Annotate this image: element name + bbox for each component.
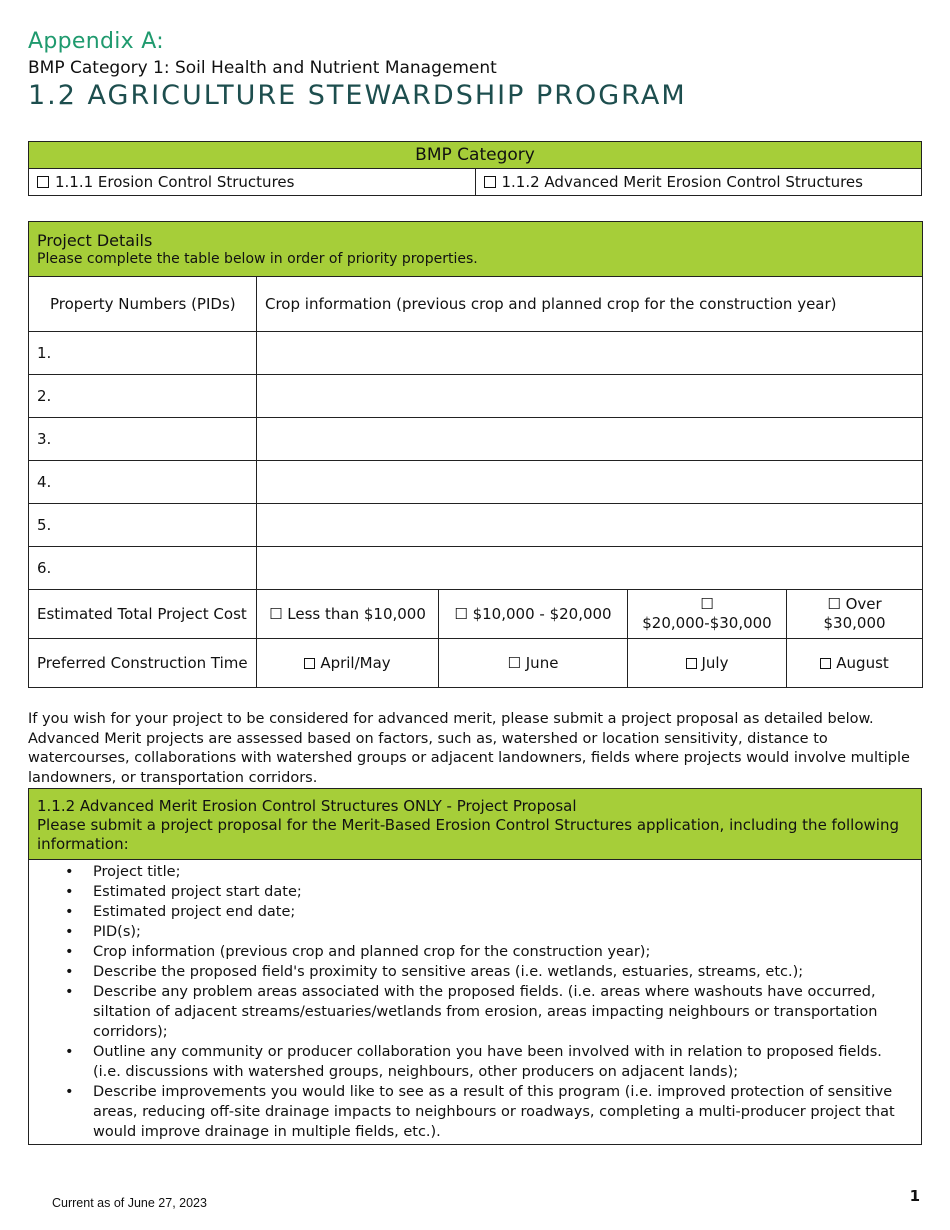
checkbox-icon[interactable] (37, 176, 49, 188)
bullet-icon: • (65, 984, 74, 1000)
cost-option-under-10k[interactable]: ☐ Less than $10,000 (257, 590, 439, 639)
time-label: Preferred Construction Time (29, 639, 257, 688)
checkbox-icon[interactable] (820, 658, 831, 669)
time-option-april-may[interactable] (257, 639, 439, 688)
project-details-table (28, 221, 923, 688)
pid-row-6-label: 6. (29, 547, 257, 590)
bmp-option-2-label: 1.1.2 Advanced Merit Erosion Control Structures (501, 173, 863, 191)
proposal-list-item (65, 862, 913, 882)
proposal-list (37, 862, 913, 1142)
proposal-list-item (65, 1082, 913, 1142)
proposal-list-item-text: Crop information (previous crop and planned crop for the construction year); (93, 944, 651, 960)
checkbox-icon[interactable] (304, 658, 315, 669)
bullet-icon: • (65, 964, 74, 980)
cost-label: Estimated Total Project Cost (29, 590, 257, 639)
pid-row-2-label: 2. (29, 375, 257, 418)
checkbox-icon[interactable] (484, 176, 496, 188)
proposal-list-item-text: Describe the proposed field's proximity to sensitive areas (i.e. wetlands, estuaries, streams, etc.); (93, 964, 804, 980)
pid-row-3-label: 3. (29, 418, 257, 461)
proposal-list-item (65, 942, 913, 962)
project-details-heading: Project Details (37, 230, 153, 250)
page-header (28, 28, 687, 113)
proposal-list-item (65, 962, 913, 982)
project-details-header (29, 222, 923, 277)
proposal-items-cell (29, 860, 922, 1145)
bmp-category-table (28, 141, 922, 196)
proposal-list-item (65, 882, 913, 902)
category-subtitle: BMP Category 1: Soil Health and Nutrient Management (28, 58, 497, 78)
proposal-list-item-text: Describe improvements you would like to see as a result of this program (i.e. improved protection of sensitive areas, reducing off-site drainage impacts to neighbours or roadways, completing a multi-producer project that would improve drainage in multiple fields, etc.). (93, 1084, 895, 1140)
time-option-july-label: July (701, 653, 729, 672)
project-details-instruction: Please complete the table below in order of priority properties. (37, 250, 478, 267)
checkbox-icon[interactable] (686, 658, 697, 669)
crop-row-1-input[interactable] (257, 332, 923, 375)
proposal-instruction: Please submit a project proposal for the Merit-Based Erosion Control Structures application, including the following information: (37, 815, 899, 853)
bullet-icon: • (65, 924, 74, 940)
bullet-icon: • (65, 944, 74, 960)
pid-row-5-label: 5. (29, 504, 257, 547)
page-number: 1 (909, 1187, 920, 1205)
proposal-list-item (65, 902, 913, 922)
time-option-august[interactable] (787, 639, 923, 688)
proposal-list-item (65, 1042, 913, 1082)
proposal-list-item-text: Estimated project end date; (93, 904, 296, 920)
time-option-august-label: August (836, 653, 889, 672)
proposal-list-item-text: Estimated project start date; (93, 884, 302, 900)
proposal-table (28, 788, 922, 1145)
bmp-option-2[interactable] (475, 169, 922, 196)
bullet-icon: • (65, 1044, 74, 1060)
bmp-option-1[interactable] (29, 169, 476, 196)
cost-option-20k-30k[interactable]: ☐ $20,000-$30,000 (628, 590, 787, 639)
crop-row-6-input[interactable] (257, 547, 923, 590)
bmp-category-heading: BMP Category (29, 142, 922, 169)
pid-row-1-label: 1. (29, 332, 257, 375)
pid-row-4-label: 4. (29, 461, 257, 504)
proposal-list-item (65, 982, 913, 1042)
proposal-list-item-text: Outline any community or producer collaboration you have been involved with in relation to proposed fields. (i.e. discussions with watershed groups, neighbours, other producers on adjacent lands); (93, 1044, 882, 1080)
footer-date: Current as of June 27, 2023 (52, 1196, 207, 1210)
proposal-list-item-text: PID(s); (93, 924, 141, 940)
page-title: 1.2 AGRICULTURE STEWARDSHIP PROGRAM (28, 80, 687, 111)
proposal-heading: 1.1.2 Advanced Merit Erosion Control Structures ONLY - Project Proposal (37, 796, 577, 815)
time-option-june[interactable]: ☐ June (439, 639, 628, 688)
crop-row-4-input[interactable] (257, 461, 923, 504)
pid-column-header: Property Numbers (PIDs) (29, 277, 257, 332)
time-option-july[interactable] (628, 639, 787, 688)
time-option-april-may-label: April/May (320, 653, 391, 672)
bullet-icon: • (65, 904, 74, 920)
cost-option-over-30k[interactable]: ☐ Over $30,000 (787, 590, 923, 639)
cost-option-10k-20k[interactable]: ☐ $10,000 - $20,000 (439, 590, 628, 639)
crop-row-5-input[interactable] (257, 504, 923, 547)
crop-row-2-input[interactable] (257, 375, 923, 418)
bmp-option-1-label: 1.1.1 Erosion Control Structures (55, 173, 295, 191)
bullet-icon: • (65, 884, 74, 900)
proposal-header (29, 789, 922, 860)
proposal-list-item-text: Describe any problem areas associated with the proposed fields. (i.e. areas where washouts have occurred, siltation of adjacent streams/estuaries/wetlands from erosion, areas impacting neighbours or transportation corridors); (93, 984, 878, 1040)
bullet-icon: • (65, 864, 74, 880)
proposal-list-item-text: Project title; (93, 864, 181, 880)
bullet-icon: • (65, 1084, 74, 1100)
advanced-merit-intro: If you wish for your project to be considered for advanced merit, please submit a project proposal as detailed below. Advanced Merit projects are assessed based on factors, such as, watershed or location sensitivity, distance to watercourses, collaborations with watershed groups or adjacent landowners, fields where projects would involve multiple landowners, or transportation corridors. (28, 711, 910, 786)
crop-column-header: Crop information (previous crop and planned crop for the construction year) (257, 277, 923, 332)
appendix-label: Appendix A: (28, 29, 164, 54)
crop-row-3-input[interactable] (257, 418, 923, 461)
proposal-list-item (65, 922, 913, 942)
